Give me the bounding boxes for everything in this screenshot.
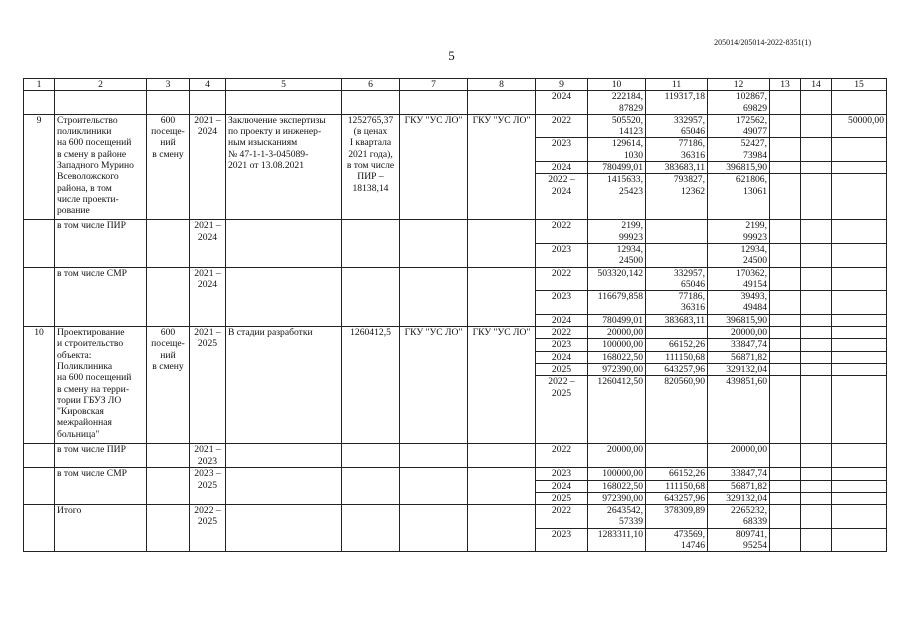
amount-cell <box>646 444 708 468</box>
table-cell <box>342 91 400 115</box>
amount-cell: 793827, 12362 <box>646 174 708 220</box>
year-cell: 2023 <box>536 528 588 552</box>
amount-cell: 20000,00 <box>588 327 646 339</box>
amount-cell: 119317,18 <box>646 91 708 115</box>
year-cell: 2022 <box>536 444 588 468</box>
amount-cell: 172562, 49077 <box>708 114 770 138</box>
table-cell <box>801 492 832 504</box>
table-cell <box>24 468 55 505</box>
year-cell: 2025 <box>536 492 588 504</box>
year-cell: 2023 <box>536 291 588 315</box>
table-cell <box>832 327 887 339</box>
sub-item-label: в том числе СМР <box>55 267 147 326</box>
column-header: 5 <box>226 79 342 91</box>
period-cell: 2021 – 2025 <box>190 327 226 444</box>
amount-cell: 56871,82 <box>708 351 770 363</box>
table-cell <box>342 505 400 552</box>
table-cell <box>24 220 55 267</box>
table-cell <box>24 267 55 326</box>
document-id: 205014/205014-2022-8351(1) <box>714 38 811 47</box>
column-header: 8 <box>468 79 536 91</box>
year-cell: 2024 <box>536 162 588 174</box>
developer-cell: ГКУ "УС ЛО" <box>468 114 536 219</box>
column-header: 7 <box>400 79 468 91</box>
year-cell: 2023 <box>536 339 588 351</box>
sub-item-label: в том числе ПИР <box>55 220 147 267</box>
table-cell <box>400 444 468 468</box>
table-cell <box>801 91 832 115</box>
developer-cell: ГКУ "УС ЛО" <box>468 327 536 444</box>
table-cell <box>24 444 55 468</box>
table-cell <box>226 220 342 267</box>
table-cell <box>801 351 832 363</box>
sub-item-label: в том числе ПИР <box>55 444 147 468</box>
table-cell <box>770 91 801 115</box>
year-cell: 2024 <box>536 480 588 492</box>
table-cell <box>801 528 832 552</box>
table-cell <box>400 267 468 326</box>
table-cell <box>147 220 190 267</box>
year-cell: 2023 <box>536 138 588 162</box>
amount-cell: 52427, 73984 <box>708 138 770 162</box>
table-cell <box>770 267 801 291</box>
period-cell: 2022 – 2025 <box>190 505 226 552</box>
amount-cell: 77186, 36316 <box>646 291 708 315</box>
column-header: 15 <box>832 79 887 91</box>
column-header: 14 <box>801 79 832 91</box>
amount-cell: 503320,142 <box>588 267 646 291</box>
table-cell <box>55 91 147 115</box>
amount-cell: 33847,74 <box>708 468 770 480</box>
table-cell <box>226 468 342 505</box>
amount-cell: 972390,00 <box>588 492 646 504</box>
amount-cell: 621806, 13061 <box>708 174 770 220</box>
table-cell <box>801 444 832 468</box>
table-cell <box>832 243 887 267</box>
amount-cell: 780499,01 <box>588 162 646 174</box>
table-cell <box>770 162 801 174</box>
status-cell: В стадии разработки <box>226 327 342 444</box>
table-cell <box>342 267 400 326</box>
amount-cell: 383683,11 <box>646 162 708 174</box>
cost-cell: 1260412,5 <box>342 327 400 444</box>
table-cell <box>400 220 468 267</box>
table-cell <box>801 376 832 444</box>
table-cell <box>770 528 801 552</box>
table-row <box>24 91 887 115</box>
amount-cell: 66152,26 <box>646 468 708 480</box>
amount-cell: 66152,26 <box>646 339 708 351</box>
table-cell <box>832 480 887 492</box>
table-cell <box>147 444 190 468</box>
amount-cell: 77186, 36316 <box>646 138 708 162</box>
year-cell: 2023 <box>536 468 588 480</box>
page-number: 5 <box>448 48 455 63</box>
amount-cell: 12934, 24500 <box>588 243 646 267</box>
table-cell <box>770 114 801 138</box>
table-row <box>24 220 887 244</box>
table-cell <box>468 267 536 326</box>
table-cell <box>801 505 832 529</box>
table-cell <box>832 363 887 375</box>
amount-cell: 972390,00 <box>588 363 646 375</box>
table-cell <box>832 174 887 220</box>
amount-cell: 129614, 1030 <box>588 138 646 162</box>
amount-cell <box>646 243 708 267</box>
table-cell <box>468 468 536 505</box>
amount-cell: 332957, 65046 <box>646 267 708 291</box>
amount-cell: 473569, 14746 <box>646 528 708 552</box>
table-cell <box>801 327 832 339</box>
amount-cell: 20000,00 <box>708 327 770 339</box>
amount-cell: 33847,74 <box>708 339 770 351</box>
year-cell: 2022 – 2024 <box>536 174 588 220</box>
table-row <box>24 444 887 468</box>
column-header: 9 <box>536 79 588 91</box>
table-cell <box>468 444 536 468</box>
amount-cell: 20000,00 <box>708 444 770 468</box>
amount-cell: 2199, 99923 <box>588 220 646 244</box>
amount-cell: 396815,90 <box>708 314 770 326</box>
year-cell: 2022 <box>536 220 588 244</box>
year-cell: 2024 <box>536 351 588 363</box>
table-cell <box>832 314 887 326</box>
amount-cell: 1415633, 25423 <box>588 174 646 220</box>
amount-cell: 2643542, 57339 <box>588 505 646 529</box>
column-header: 4 <box>190 79 226 91</box>
table-row <box>24 327 887 339</box>
status-cell: Заключение экспертизы по проекту и инженер- ным изысканиям № 47-1-1-3-045089- 2021 от 13.08.2021 <box>226 114 342 219</box>
table-cell <box>801 468 832 480</box>
amount-cell: 780499,01 <box>588 314 646 326</box>
table-cell <box>832 528 887 552</box>
amount-cell: 168022,50 <box>588 351 646 363</box>
table-cell <box>832 138 887 162</box>
amount-cell: 383683,11 <box>646 314 708 326</box>
column-header: 12 <box>708 79 770 91</box>
table-cell <box>147 91 190 115</box>
total-label: Итого <box>55 505 147 552</box>
table-cell <box>226 267 342 326</box>
amount-cell: 116679,858 <box>588 291 646 315</box>
table-cell <box>770 243 801 267</box>
table-row <box>24 267 887 291</box>
table-cell <box>770 220 801 244</box>
capacity-cell: 600 посеще- ний в смену <box>147 114 190 219</box>
table-cell <box>147 267 190 326</box>
amount-cell: 12934, 24500 <box>708 243 770 267</box>
amount-cell <box>646 220 708 244</box>
column-header: 13 <box>770 79 801 91</box>
amount-cell: 39493, 49484 <box>708 291 770 315</box>
table-cell <box>832 376 887 444</box>
table-cell <box>770 138 801 162</box>
amount-cell: 643257,96 <box>646 363 708 375</box>
column-header: 11 <box>646 79 708 91</box>
amount-cell: 102867, 69829 <box>708 91 770 115</box>
table-cell <box>832 220 887 244</box>
customer-cell: ГКУ "УС ЛО" <box>400 327 468 444</box>
table-cell <box>832 291 887 315</box>
amount-cell: 100000,00 <box>588 339 646 351</box>
amount-cell: 809741, 95254 <box>708 528 770 552</box>
amount-cell: 820560,90 <box>646 376 708 444</box>
table-cell <box>770 291 801 315</box>
amount-cell: 56871,82 <box>708 480 770 492</box>
sub-item-label: в том числе СМР <box>55 468 147 505</box>
column-header: 10 <box>588 79 646 91</box>
table-cell <box>770 174 801 220</box>
table-cell <box>770 505 801 529</box>
amount-cell: 111150,68 <box>646 351 708 363</box>
amount-cell: 378309,89 <box>646 505 708 529</box>
table-cell <box>226 505 342 552</box>
amount-cell: 1283311,10 <box>588 528 646 552</box>
table-cell <box>801 363 832 375</box>
investment-table <box>23 78 887 552</box>
amount-cell: 329132,04 <box>708 363 770 375</box>
table-cell <box>24 505 55 552</box>
table-row <box>24 468 887 480</box>
table-cell <box>24 91 55 115</box>
amount-cell: 505520, 14123 <box>588 114 646 138</box>
table-cell <box>801 339 832 351</box>
table-cell <box>190 91 226 115</box>
table-cell <box>832 267 887 291</box>
table-cell <box>832 444 887 468</box>
year-cell: 2025 <box>536 363 588 375</box>
table-row <box>24 114 887 138</box>
period-cell: 2021 – 2024 <box>190 267 226 326</box>
table-cell <box>801 243 832 267</box>
table-cell <box>801 480 832 492</box>
amount-cell: 439851,60 <box>708 376 770 444</box>
table-cell <box>801 138 832 162</box>
table-row <box>24 505 887 529</box>
table-cell <box>400 468 468 505</box>
period-cell: 2021 – 2024 <box>190 114 226 219</box>
object-name: Строительство поликлиники на 600 посещений в смену в районе Западного Мурино Всеволожского района, в том числе проекти- рование <box>55 114 147 219</box>
amount-cell: 111150,68 <box>646 480 708 492</box>
year-cell: 2024 <box>536 314 588 326</box>
table-cell <box>342 444 400 468</box>
table-cell <box>468 91 536 115</box>
amount-cell: 643257,96 <box>646 492 708 504</box>
amount-cell: 2265232, 68339 <box>708 505 770 529</box>
table-cell <box>770 351 801 363</box>
amount-cell: 329132,04 <box>708 492 770 504</box>
table-cell <box>770 492 801 504</box>
period-cell: 2023 – 2025 <box>190 468 226 505</box>
table-cell <box>342 468 400 505</box>
year-cell: 2024 <box>536 91 588 115</box>
column-header: 2 <box>55 79 147 91</box>
table-cell <box>226 91 342 115</box>
table-cell <box>468 505 536 552</box>
table-cell <box>770 376 801 444</box>
table-cell <box>770 339 801 351</box>
table-cell <box>832 351 887 363</box>
table-cell <box>770 363 801 375</box>
table-cell <box>832 339 887 351</box>
table-cell <box>801 267 832 291</box>
table-cell <box>400 505 468 552</box>
table-cell <box>801 174 832 220</box>
table-cell <box>801 314 832 326</box>
year-cell: 2023 <box>536 243 588 267</box>
column-header: 1 <box>24 79 55 91</box>
amount-cell: 168022,50 <box>588 480 646 492</box>
amount-cell: 222184, 87829 <box>588 91 646 115</box>
table-cell <box>832 91 887 115</box>
table-cell <box>468 220 536 267</box>
column-header: 3 <box>147 79 190 91</box>
table-cell <box>832 505 887 529</box>
amount-cell <box>646 327 708 339</box>
capacity-cell: 600 посеще- ний в смену <box>147 327 190 444</box>
column-header: 6 <box>342 79 400 91</box>
table-cell <box>770 468 801 480</box>
year-cell: 2022 <box>536 505 588 529</box>
amount-cell: 170362, 49154 <box>708 267 770 291</box>
row-number: 10 <box>24 327 55 444</box>
table-cell <box>770 480 801 492</box>
amount-cell: 20000,00 <box>588 444 646 468</box>
amount-cell: 100000,00 <box>588 468 646 480</box>
table-cell <box>770 327 801 339</box>
table-cell <box>832 492 887 504</box>
amount-cell: 332957, 65046 <box>646 114 708 138</box>
table-cell <box>832 468 887 480</box>
table-cell <box>801 220 832 244</box>
table-cell <box>226 444 342 468</box>
year-cell: 2022 <box>536 114 588 138</box>
row-number: 9 <box>24 114 55 219</box>
period-cell: 2021 – 2024 <box>190 220 226 267</box>
table-cell <box>147 468 190 505</box>
table-cell <box>770 444 801 468</box>
table-cell <box>400 91 468 115</box>
cost-cell: 1252765,37 (в ценах I квартала 2021 года), в том числе ПИР – 18138,14 <box>342 114 400 219</box>
year-cell: 2022 <box>536 327 588 339</box>
table-cell <box>770 314 801 326</box>
table-cell <box>342 220 400 267</box>
table-cell <box>801 114 832 138</box>
amount-cell: 50000,00 <box>832 114 887 138</box>
amount-cell: 2199, 99923 <box>708 220 770 244</box>
object-name: Проектирование и строительство объекта: Поликлиника на 600 посещений в смену на терри- тории ГБУЗ ЛО "Кировская межрайонная больница" <box>55 327 147 444</box>
period-cell: 2021 – 2023 <box>190 444 226 468</box>
table-cell <box>832 162 887 174</box>
table-cell <box>147 505 190 552</box>
header-row <box>24 79 887 91</box>
year-cell: 2022 <box>536 267 588 291</box>
amount-cell: 1260412,50 <box>588 376 646 444</box>
table-cell <box>801 162 832 174</box>
customer-cell: ГКУ "УС ЛО" <box>400 114 468 219</box>
year-cell: 2022 – 2025 <box>536 376 588 444</box>
table-cell <box>801 291 832 315</box>
amount-cell: 396815,90 <box>708 162 770 174</box>
